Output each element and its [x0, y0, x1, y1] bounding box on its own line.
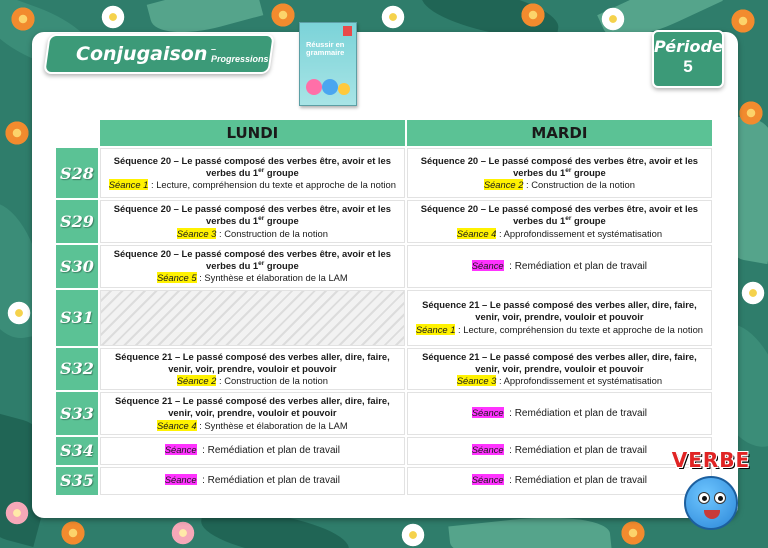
- cell-lundi: [100, 200, 405, 243]
- empty-cell: [100, 290, 405, 346]
- cell-lundi: [100, 467, 405, 495]
- seance-description: : Lecture, compréhension du texte et approche de la notion: [148, 179, 396, 191]
- corner-cell: [56, 120, 98, 146]
- sequence-title: Séquence 20 – Le passé composé des verbes être, avoir et les verbes du 1er groupe: [113, 247, 391, 272]
- seance-label: Séance: [164, 444, 197, 456]
- cell-mardi: [407, 348, 712, 391]
- week-label: S34: [56, 437, 98, 465]
- cell-mardi: [407, 245, 712, 288]
- cell-mardi: [407, 467, 712, 495]
- cell-mardi: [407, 437, 712, 465]
- seance-description: : Approfondissement et systématisation: [496, 227, 663, 239]
- cell-lundi: [100, 437, 405, 465]
- column-header-mardi: MARDI: [407, 120, 712, 146]
- book-title: Réussir en grammaire: [306, 40, 345, 57]
- week-label: S33: [56, 392, 98, 435]
- seance-description: : Remédiation et plan de travail: [196, 475, 340, 487]
- seance-label: Séance: [471, 259, 504, 271]
- week-label: S28: [56, 148, 98, 198]
- week-label: S31: [56, 290, 98, 346]
- sequence-title: Séquence 21 – Le passé composé des verbes aller, dire, faire, venir, voir, prendre, vouloir et pouvoir: [422, 350, 697, 374]
- week-label: S30: [56, 245, 98, 288]
- seance-description: : Remédiation et plan de travail: [503, 260, 648, 272]
- cell-lundi: [100, 148, 405, 198]
- yellow-monster-icon: [338, 83, 350, 95]
- sequence-title: Séquence 20 – Le passé composé des verbes être, avoir et les verbes du 1er groupe: [420, 203, 699, 227]
- seance-label: Séance: [164, 474, 197, 486]
- cell-mardi: [407, 392, 712, 435]
- mascot-word: VERBE: [671, 448, 751, 472]
- book-badge: [343, 26, 352, 36]
- blue-monster-icon: [322, 79, 338, 95]
- page-subtitle: – Progressions: [211, 44, 269, 64]
- title-banner: [43, 34, 275, 74]
- seance-label: Séance 1: [108, 179, 149, 191]
- cell-lundi: [100, 245, 405, 288]
- progression-table: [54, 118, 714, 497]
- verbe-mascot: [670, 448, 752, 536]
- table-row: [56, 148, 712, 198]
- sequence-title: Séquence 21 – Le passé composé des verbes aller, dire, faire, venir, voir, prendre, vouloir et pouvoir: [422, 299, 697, 323]
- pink-monster-icon: [306, 79, 322, 95]
- periode-number: 5: [683, 57, 693, 76]
- week-label: S35: [56, 467, 98, 495]
- monster-icon: [684, 476, 738, 530]
- table-row: [56, 290, 712, 346]
- seance-description: : Approfondissement et systématisation: [496, 375, 663, 386]
- table-header-row: [56, 120, 712, 146]
- table-row: [56, 200, 712, 243]
- seance-label: Séance 2: [483, 179, 524, 191]
- seance-description: : Construction de la notion: [523, 179, 635, 191]
- week-label: S29: [56, 200, 98, 243]
- seance-label: Séance 3: [176, 227, 217, 239]
- page-title: Conjugaison: [76, 43, 208, 65]
- cell-lundi: [100, 392, 405, 435]
- seance-description: : Synthèse et élaboration de la LAM: [196, 419, 348, 431]
- sequence-title: Séquence 21 – Le passé composé des verbes aller, dire, faire, venir, voir, prendre, vouloir et pouvoir: [115, 395, 390, 419]
- seance-description: : Construction de la notion: [216, 227, 328, 239]
- seance-description: : Remédiation et plan de travail: [196, 445, 340, 457]
- seance-label: Séance 3: [456, 375, 497, 386]
- seance-label: Séance 4: [156, 419, 197, 431]
- table-row: [56, 245, 712, 288]
- cell-mardi: [407, 148, 712, 198]
- cell-mardi: [407, 290, 712, 346]
- periode-label: Période: [654, 37, 723, 56]
- book-cover-image: [299, 22, 357, 106]
- sequence-title: Séquence 20 – Le passé composé des verbes être, avoir et les verbes du 1er groupe: [420, 154, 699, 178]
- sequence-title: Séquence 21 – Le passé composé des verbes aller, dire, faire, venir, voir, prendre, vouloir et pouvoir: [115, 350, 390, 374]
- seance-label: Séance 4: [456, 227, 497, 239]
- seance-description: : Remédiation et plan de travail: [503, 475, 648, 487]
- seance-label: Séance 1: [415, 323, 456, 335]
- cell-lundi: [100, 348, 405, 391]
- seance-description: : Remédiation et plan de travail: [503, 408, 648, 420]
- cell-mardi: [407, 200, 712, 243]
- table-row: [56, 392, 712, 435]
- seance-label: Séance: [471, 444, 504, 456]
- seance-label: Séance: [471, 474, 504, 486]
- periode-badge: [652, 30, 724, 88]
- table-row: [56, 437, 712, 465]
- week-label: S32: [56, 348, 98, 391]
- column-header-lundi: LUNDI: [100, 120, 405, 146]
- table-row: [56, 467, 712, 495]
- seance-label: Séance: [471, 407, 504, 419]
- sequence-title: Séquence 20 – Le passé composé des verbes être, avoir et les verbes du 1er groupe: [113, 154, 391, 178]
- seance-description: : Construction de la notion: [216, 375, 328, 386]
- table-row: [56, 348, 712, 391]
- seance-description: : Remédiation et plan de travail: [503, 445, 648, 457]
- sequence-title: Séquence 20 – Le passé composé des verbes être, avoir et les verbes du 1er groupe: [113, 203, 391, 227]
- seance-description: : Lecture, compréhension du texte et approche de la notion: [455, 323, 703, 335]
- seance-label: Séance 5: [156, 272, 197, 284]
- seance-label: Séance 2: [176, 375, 217, 386]
- seance-description: : Synthèse et élaboration de la LAM: [196, 272, 348, 284]
